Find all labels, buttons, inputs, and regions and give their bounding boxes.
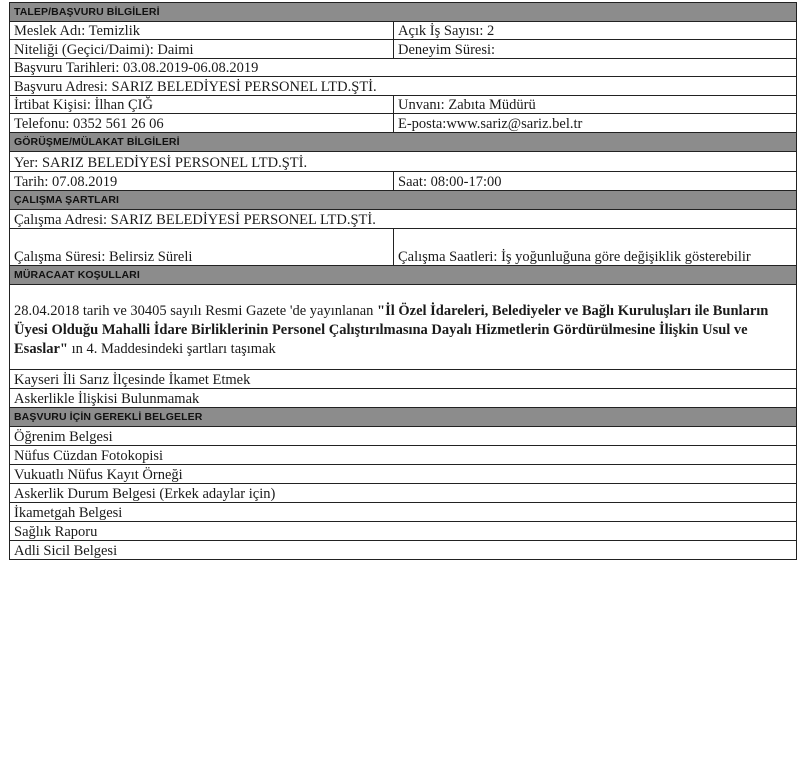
calisma-header-label: ÇALIŞMA ŞARTLARI	[14, 194, 120, 206]
belge-item: Sağlık Raporu	[14, 524, 98, 540]
section-header-gorusme	[10, 133, 797, 152]
table-row	[10, 172, 797, 191]
table-row	[10, 77, 797, 96]
table-row	[10, 541, 797, 560]
basvuru-tarihleri-cell: Başvuru Tarihleri: 03.08.2019-06.08.2019	[14, 60, 259, 76]
table-row	[10, 522, 797, 541]
table-row	[10, 59, 797, 77]
irtibat-cell: İrtibat Kişisi: İlhan ÇIĞ	[10, 96, 394, 113]
belge-item: Vukuatlı Nüfus Kayıt Örneği	[14, 467, 183, 483]
table-row	[10, 446, 797, 465]
para-outro: ın 4. Maddesindeki şartları taşımak	[67, 341, 276, 357]
section-header-muracaat	[10, 266, 797, 285]
table-row	[10, 465, 797, 484]
unvani-cell: Unvanı: Zabıta Müdürü	[398, 97, 536, 113]
section-header-belgeler	[10, 408, 797, 427]
section-header-calisma	[10, 191, 797, 210]
table-row	[10, 503, 797, 522]
belge-item: Adli Sicil Belgesi	[14, 543, 118, 559]
table-row	[10, 285, 797, 370]
belge-item: Nüfus Cüzdan Fotokopisi	[14, 448, 164, 464]
acik-is-cell: Açık İş Sayısı: 2	[398, 23, 495, 39]
muracaat-header-label: MÜRACAAT KOŞULLARI	[14, 269, 140, 281]
eposta-cell: E-posta:www.sariz@sariz.bel.tr	[398, 116, 583, 132]
muracaat-item: Askerlikle İlişkisi Bulunmamak	[14, 391, 200, 407]
table-row	[10, 484, 797, 503]
table-row	[10, 370, 797, 389]
muracaat-item: Kayseri İli Sarız İlçesinde İkamet Etmek	[14, 372, 251, 388]
muracaat-paragraph	[10, 285, 796, 369]
niteligi-cell: Niteliği (Geçici/Daimi): Daimi	[10, 40, 394, 58]
table-row	[10, 40, 797, 59]
table-row	[10, 389, 797, 408]
belge-item: Öğrenim Belgesi	[14, 429, 113, 445]
calisma-saatleri-cell: Çalışma Saatleri: İş yoğunluğuna göre değişiklik gösterebilir	[398, 249, 751, 265]
calisma-adresi-cell: Çalışma Adresi: SARIZ BELEDİYESİ PERSONEL LTD.ŞTİ.	[14, 212, 376, 228]
para-intro: 28.04.2018 tarih ve 30405 sayılı Resmi Gazete 'de yayınlanan	[14, 303, 378, 319]
meslek-cell: Meslek Adı: Temizlik	[10, 22, 394, 39]
basvuru-adresi-cell: Başvuru Adresi: SARIZ BELEDİYESİ PERSONEL LTD.ŞTİ.	[14, 79, 377, 95]
table-row	[10, 96, 797, 114]
belgeler-header-label: BAŞVURU İÇİN GEREKLİ BELGELER	[14, 411, 203, 423]
table-row	[10, 229, 797, 266]
calisma-suresi-cell: Çalışma Süresi: Belirsiz Süreli	[10, 229, 394, 265]
belge-item: Askerlik Durum Belgesi (Erkek adaylar için)	[14, 486, 276, 502]
table-row	[10, 114, 797, 133]
saat-cell: Saat: 08:00-17:00	[398, 174, 502, 190]
gorusme-header-label: GÖRÜŞME/MÜLAKAT BİLGİLERİ	[14, 136, 180, 148]
para-regulation-title: "İl Özel İdareleri, Belediyeler ve Bağlı Kuruluşları ile Bunların Üyesi Olduğu Mahalli İdare Birliklerinin Personel Çalıştırılmasına Dayalı Hizmetlerin Gördürülmesine İlişkin Usul ve Esaslar"	[14, 303, 769, 357]
deneyim-cell: Deneyim Süresi:	[398, 42, 496, 58]
belge-item: İkametgah Belgesi	[14, 505, 123, 521]
telefon-cell: Telefonu: 0352 561 26 06	[10, 114, 394, 132]
section-header-talep	[10, 3, 797, 22]
talep-header-label: TALEP/BAŞVURU BİLGİLERİ	[14, 6, 160, 18]
tarih-cell: Tarih: 07.08.2019	[10, 172, 394, 190]
yer-cell: Yer: SARIZ BELEDİYESİ PERSONEL LTD.ŞTİ.	[14, 155, 308, 171]
table-row	[10, 427, 797, 446]
table-row	[10, 152, 797, 172]
table-row	[10, 210, 797, 229]
table-row	[10, 22, 797, 40]
application-form	[9, 2, 797, 560]
